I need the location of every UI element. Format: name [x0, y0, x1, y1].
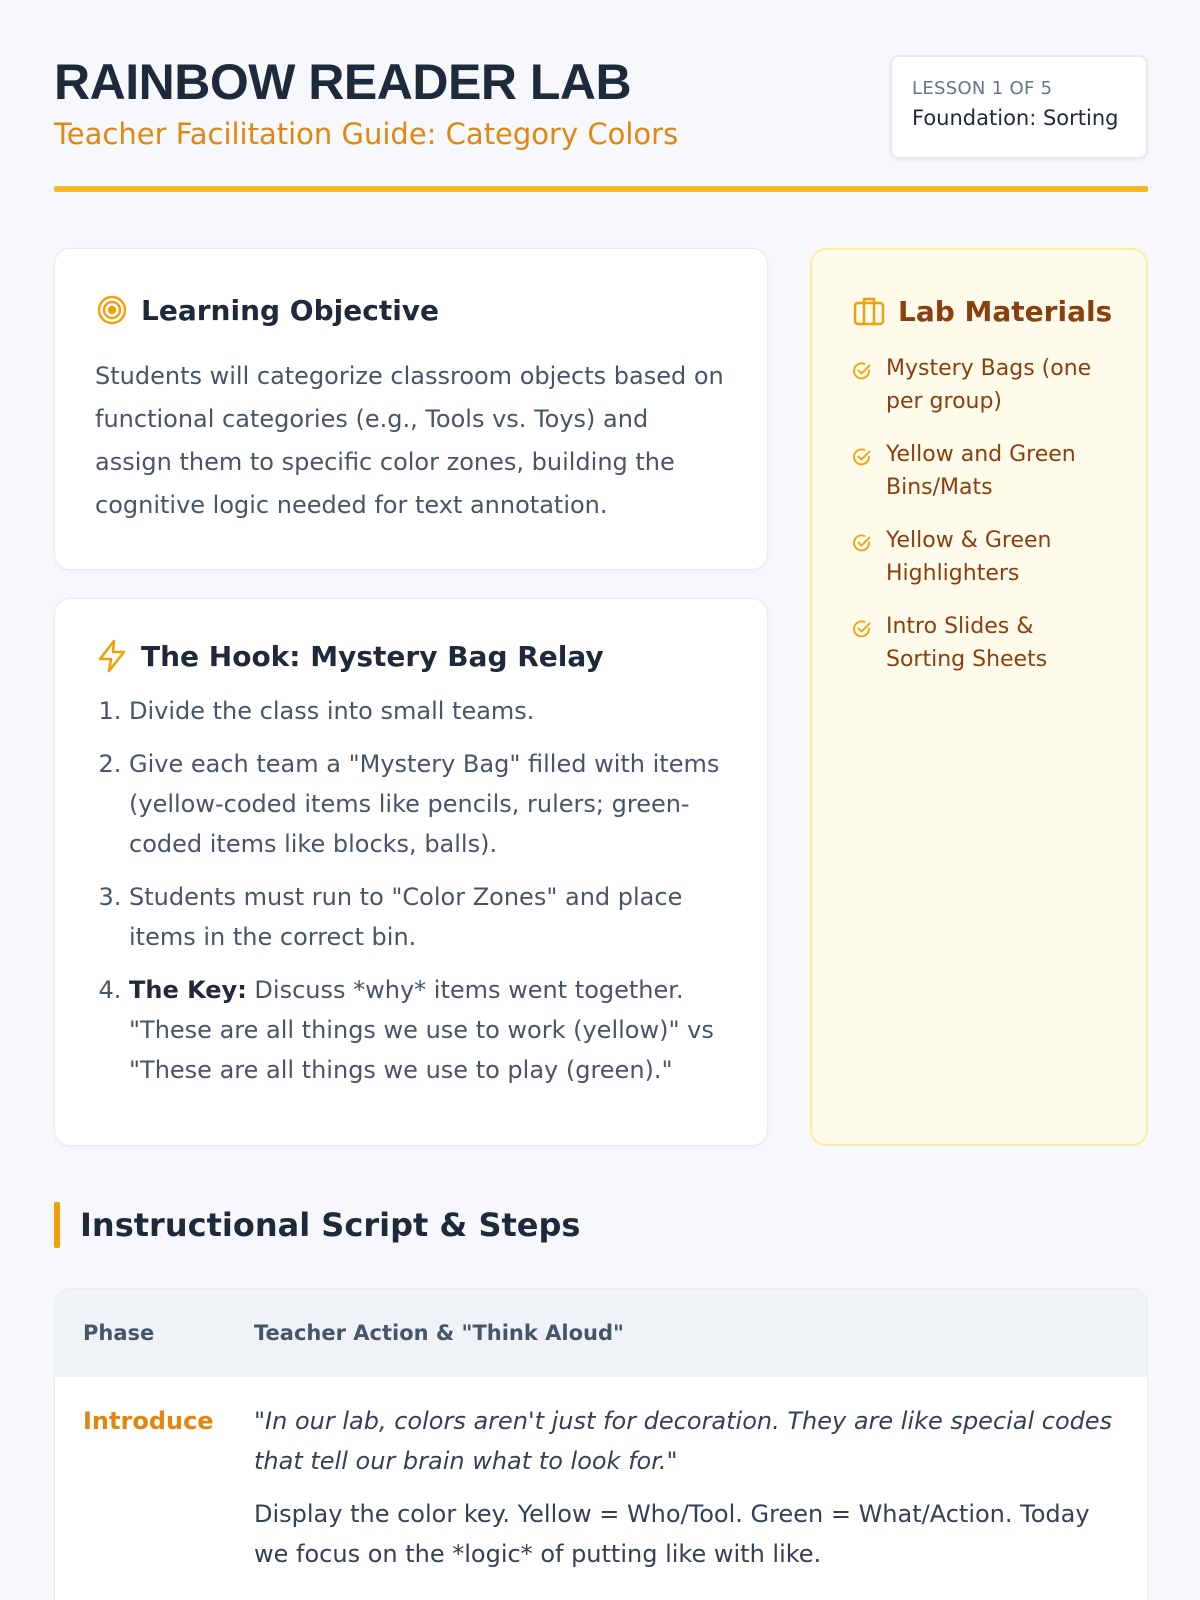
- column-header-phase: Phase: [83, 1321, 155, 1345]
- script-heading: Instructional Script & Steps: [80, 1206, 581, 1244]
- script-table: [54, 1288, 1148, 1600]
- materials-list: [852, 352, 1116, 676]
- lesson-badge: [890, 55, 1148, 159]
- page-title: RAINBOW READER LAB: [54, 54, 632, 110]
- materials-item-label: Yellow & Green Highlighters: [886, 528, 1052, 586]
- think-aloud-quote: "In our lab, colors aren't just for decoration. They are like special codes that tell our brain what to look for.": [254, 1407, 1113, 1475]
- objective-heading: Learning Objective: [141, 293, 440, 327]
- phase-cell: Introduce: [83, 1407, 214, 1435]
- key-label: The Key:: [129, 976, 247, 1004]
- check-circle-icon: [852, 444, 874, 504]
- teacher-action: Display the color key. Yellow = Who/Tool. Green = What/Action. Today we focus on the *logic* of putting like with like.: [254, 1500, 1090, 1568]
- briefcase-icon: [852, 294, 886, 328]
- materials-item-label: Yellow and Green Bins/Mats: [886, 442, 1076, 500]
- hook-steps-list: [95, 691, 727, 1090]
- script-section-title: [54, 1202, 580, 1248]
- hook-heading: The Hook: Mystery Bag Relay: [141, 639, 604, 673]
- materials-item: [852, 610, 1116, 676]
- table-header: [55, 1289, 1147, 1377]
- section-accent-bar: [54, 1202, 60, 1248]
- materials-item: [852, 524, 1116, 590]
- target-icon: [95, 293, 129, 327]
- hook-step: 1. Divide the class into small teams.: [129, 691, 727, 731]
- lightning-icon: [95, 639, 129, 673]
- action-cell: [254, 1401, 1114, 1574]
- page-subtitle: Teacher Facilitation Guide: Category Colors: [54, 117, 679, 151]
- materials-item-label: Intro Slides & Sorting Sheets: [886, 614, 1048, 672]
- materials-item-label: Mystery Bags (one per group): [886, 356, 1092, 414]
- lesson-number: LESSON 1 OF 5: [912, 78, 1053, 99]
- hook-step: 3. Students must run to "Color Zones" and place items in the correct bin.: [129, 877, 727, 957]
- check-circle-icon: [852, 616, 874, 676]
- column-header-action: Teacher Action & "Think Aloud": [254, 1321, 624, 1345]
- lesson-name: Foundation: Sorting: [912, 106, 1119, 130]
- hook-card: [54, 598, 768, 1146]
- header-divider: [54, 186, 1148, 192]
- hook-step-key: [129, 970, 727, 1090]
- objective-text: Students will categorize classroom objects based on functional categories (e.g., Tools vs. Toys) and assign them to specific color zones, building the cognitive logic needed for text annotation.: [95, 362, 724, 519]
- learning-objective-card: [54, 248, 768, 570]
- key-text: Discuss *why* items went together. "These are all things we use to work (yellow)" vs "These are all things we use to play (green).": [129, 976, 714, 1084]
- materials-item: [852, 352, 1116, 418]
- check-circle-icon: [852, 530, 874, 590]
- lab-materials-card: [810, 248, 1148, 1146]
- page-header: [54, 52, 1148, 192]
- check-circle-icon: [852, 358, 874, 418]
- materials-item: [852, 438, 1116, 504]
- table-row: [55, 1377, 1147, 1574]
- hook-step: 2. Give each team a "Mystery Bag" filled with items (yellow-coded items like pencils, rulers; green-coded items like blocks, balls).: [129, 744, 727, 864]
- materials-heading: Lab Materials: [898, 294, 1113, 328]
